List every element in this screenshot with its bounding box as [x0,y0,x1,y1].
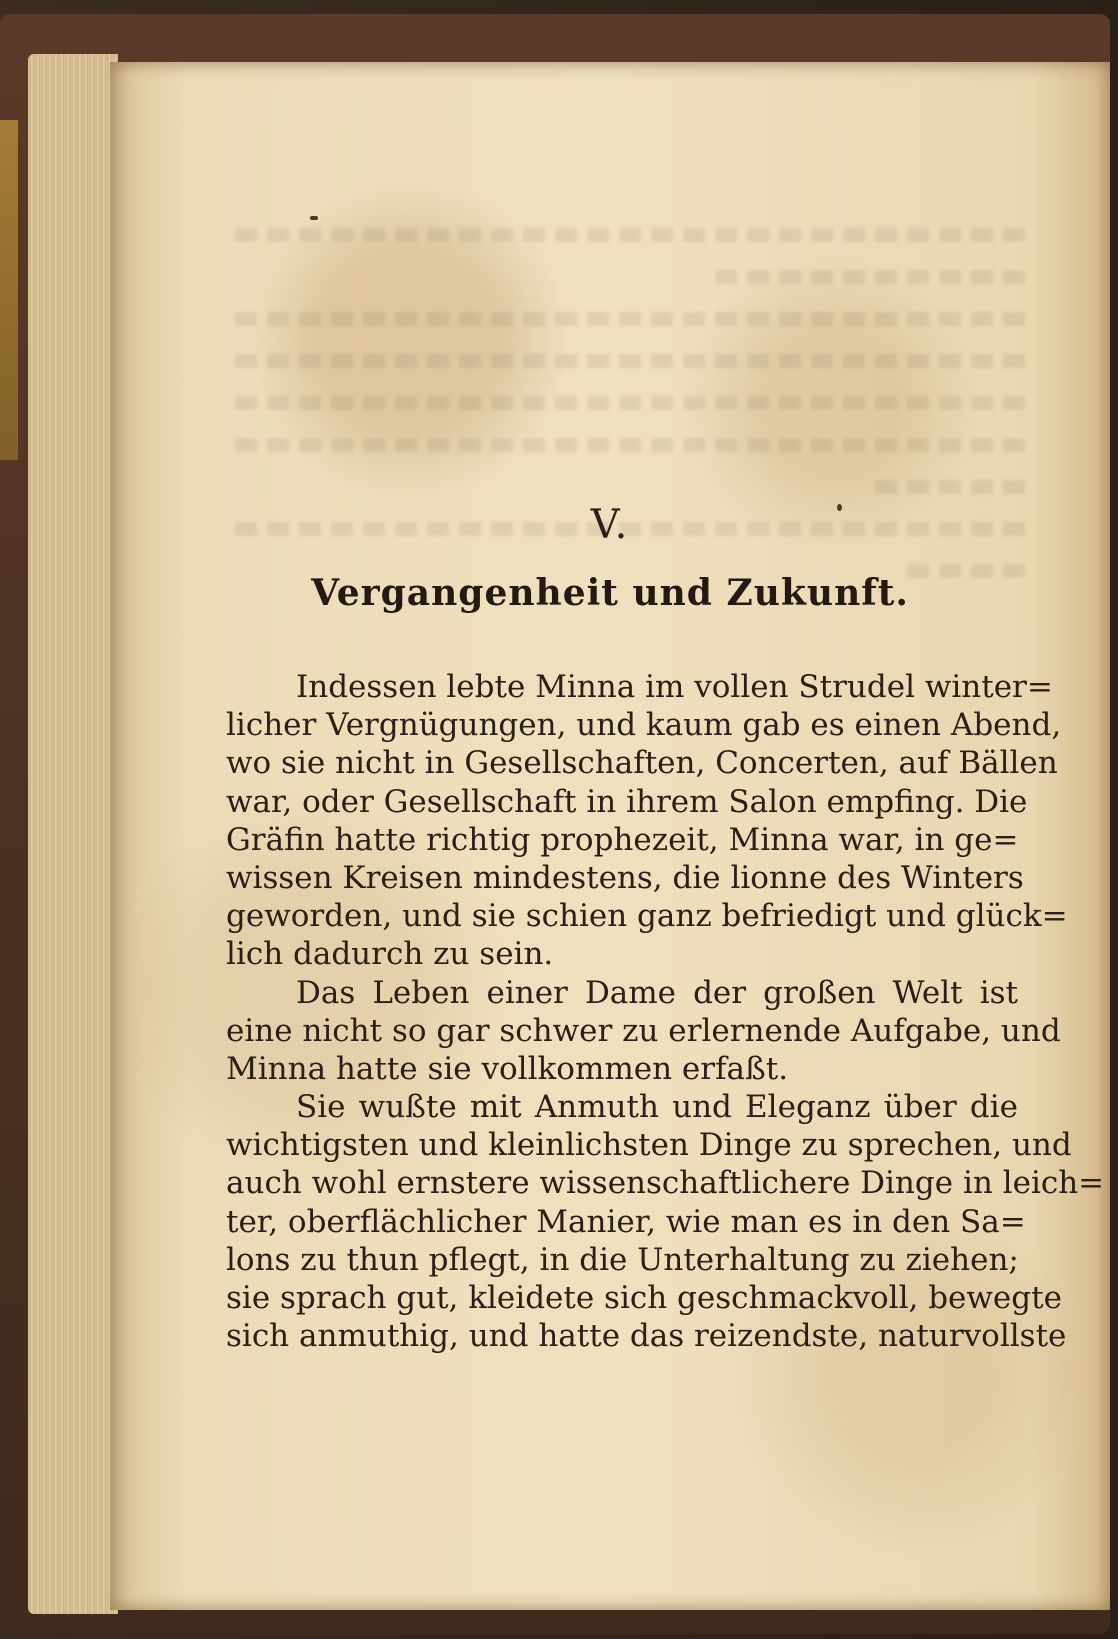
text-line: geworden, und sie schien ganz befriedigt und glück= [226,898,1068,935]
chapter-title: Vergangenheit und Zukunft. [311,572,909,614]
spine-edge [0,120,18,460]
text-line: Indessen lebte Minna im vollen Strudel winter= [296,669,1053,705]
text-line: wissen Kreisen mindestens, die lionne des Winters [226,859,1024,896]
text-line: lich dadurch zu sein. [226,936,554,973]
text-line: sich anmuthig, und hatte das reizendste, naturvollste [226,1318,1067,1355]
text-line: Das Leben einer Dame der großen Welt ist [296,974,1018,1011]
chapter-number: V. [590,502,630,548]
text-line: sie sprach gut, kleidete sich geschmackvoll, bewegte [226,1280,1062,1316]
text-line: Sie wußte mit Anmuth und Eleganz über die [296,1089,1018,1126]
text-line: wo sie nicht in Gesellschaften, Concerten, auf Bällen [226,745,1058,782]
text-line: ter, oberflächlicher Manier, wie man es in den Sa= [226,1203,1026,1240]
ink-speck [310,216,318,220]
text-line: auch wohl ernstere wissenschaftlichere Dinge in leich= [226,1165,1105,1202]
text-line: war, oder Gesellschaft in ihrem Salon empfing. Die [226,783,1028,820]
text-line: Gräfin hatte richtig prophezeit, Minna war, in ge= [226,821,1019,858]
text-line: wichtigsten und kleinlichsten Dinge zu sprechen, und [226,1127,1072,1164]
text-line: Minna hatte sie vollkommen erfaßt. [226,1050,789,1087]
text-line: eine nicht so gar schwer zu erlernende Aufgabe, und [226,1012,1061,1049]
body-text [226,668,1105,1355]
page-edges [28,54,118,1614]
text-line: licher Vergnügungen, und kaum gab es einen Abend, [226,707,1062,744]
book-page [110,62,1110,1610]
text-line: lons zu thun pflegt, in die Unterhaltung zu ziehen; [226,1241,1019,1278]
